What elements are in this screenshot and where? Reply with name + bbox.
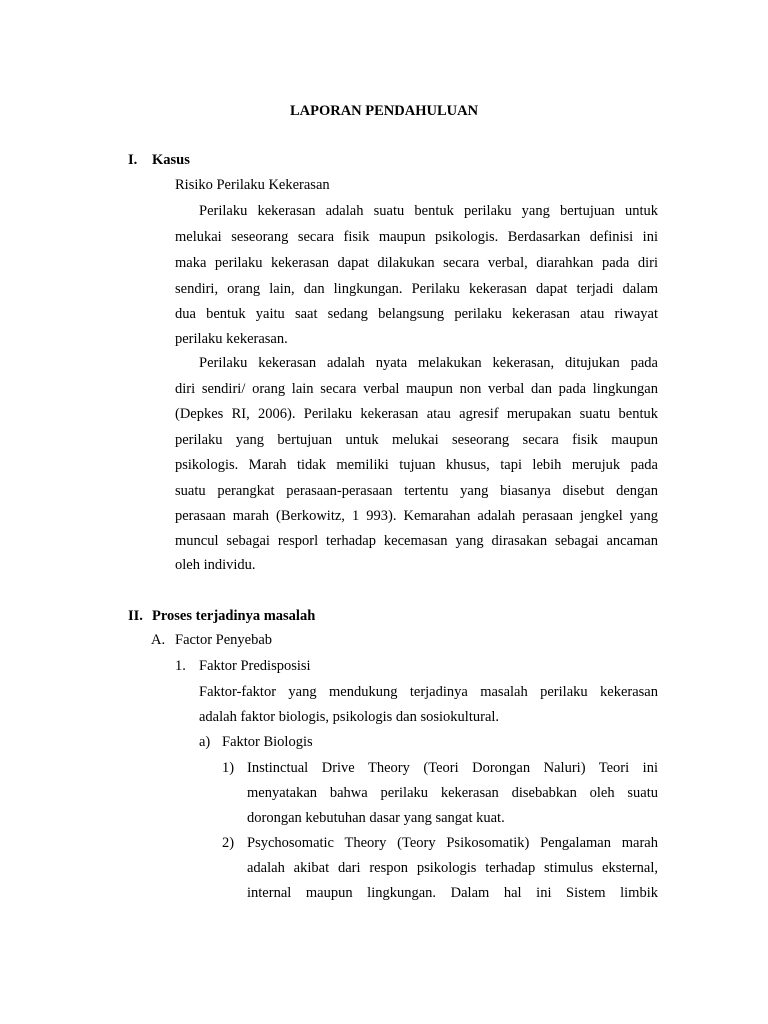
paragraph-line: dua bentuk yaitu saat sedang belangsung perilaku kekerasan atau riwayat — [175, 306, 658, 322]
paragraph-line: adalah faktor biologis, psikologis dan sosiokultural. — [199, 709, 500, 725]
paragraph-line: diri sendiri/ orang lain secara verbal maupun non verbal dan pada lingkungan — [175, 381, 658, 397]
subsection-heading — [151, 632, 272, 649]
lettered-heading — [199, 734, 313, 751]
paragraph-line: Perilaku kekerasan adalah suatu bentuk perilaku yang bertujuan untuk — [199, 203, 658, 219]
page-title: LAPORAN PENDAHULUAN — [289, 103, 479, 119]
paragraph-line: Instinctual Drive Theory (Teori Dorongan Naluri) Teori ini — [247, 760, 658, 776]
paragraph-line: Psychosomatic Theory (Teory Psikosomatik) Pengalaman marah — [247, 835, 658, 851]
theory-number: 1) — [222, 760, 235, 776]
paragraph-line: sendiri, orang lain, dan lingkungan. Perilaku kekerasan dapat terjadi dalam — [175, 281, 658, 297]
paragraph-line: muncul sebagai resporl terhadap kecemasan yang dirasakan sebagai ancaman — [175, 533, 658, 549]
section-heading-1 — [128, 152, 190, 169]
subsection-title: Factor Penyebab — [175, 632, 273, 648]
section-title: Kasus — [152, 152, 190, 168]
paragraph-line: oleh individu. — [175, 557, 256, 573]
paragraph-line: Perilaku kekerasan adalah nyata melakukan kekerasan, ditujukan pada — [199, 355, 658, 371]
paragraph-line: Faktor-faktor yang mendukung terjadinya masalah perilaku kekerasan — [199, 684, 658, 700]
paragraph-line: psikologis. Marah tidak memiliki tujuan khusus, tapi lebih merujuk pada — [175, 457, 658, 473]
theory-number: 2) — [222, 835, 235, 851]
paragraph-line: (Depkes RI, 2006). Perilaku kekerasan atau agresif merupakan suatu bentuk — [175, 406, 658, 422]
case-subtitle: Risiko Perilaku Kekerasan — [175, 177, 330, 193]
section-number: II. — [128, 608, 143, 624]
numbered-heading — [175, 658, 311, 675]
section-number: I. — [128, 152, 138, 168]
paragraph-line: melukai seseorang secara fisik maupun psikologis. Berdasarkan definisi ini — [175, 229, 658, 245]
section-title: Proses terjadinya masalah — [152, 608, 316, 624]
paragraph-line: perilaku kekerasan. — [175, 331, 288, 347]
paragraph-line: suatu perangkat perasaan-perasaan tertentu yang biasanya disebut dengan — [175, 483, 658, 499]
paragraph-line: perasaan marah (Berkowitz, 1 993). Kemarahan adalah perasaan jengkel yang — [175, 508, 658, 524]
item-number: 1. — [175, 658, 186, 674]
item-title: Faktor Predisposisi — [199, 658, 311, 674]
paragraph-line: adalah akibat dari respon psikologis terhadap stimulus eksternal, — [247, 860, 658, 876]
item-title: Faktor Biologis — [222, 734, 313, 750]
paragraph-line: menyatakan bahwa perilaku kekerasan disebabkan oleh suatu — [247, 785, 658, 801]
subsection-label: A. — [151, 632, 166, 648]
paragraph-line: maka perilaku kekerasan dapat dilakukan secara verbal, diarahkan pada diri — [175, 255, 658, 271]
paragraph-line: dorongan kebutuhan dasar yang sangat kuat. — [247, 810, 505, 826]
paragraph-line: perilaku yang bertujuan untuk melukai seseorang secara fisik maupun — [175, 432, 658, 448]
paragraph-line: internal maupun lingkungan. Dalam hal ini Sistem limbik — [247, 885, 658, 901]
section-heading-2 — [128, 608, 315, 625]
item-letter: a) — [199, 734, 211, 750]
